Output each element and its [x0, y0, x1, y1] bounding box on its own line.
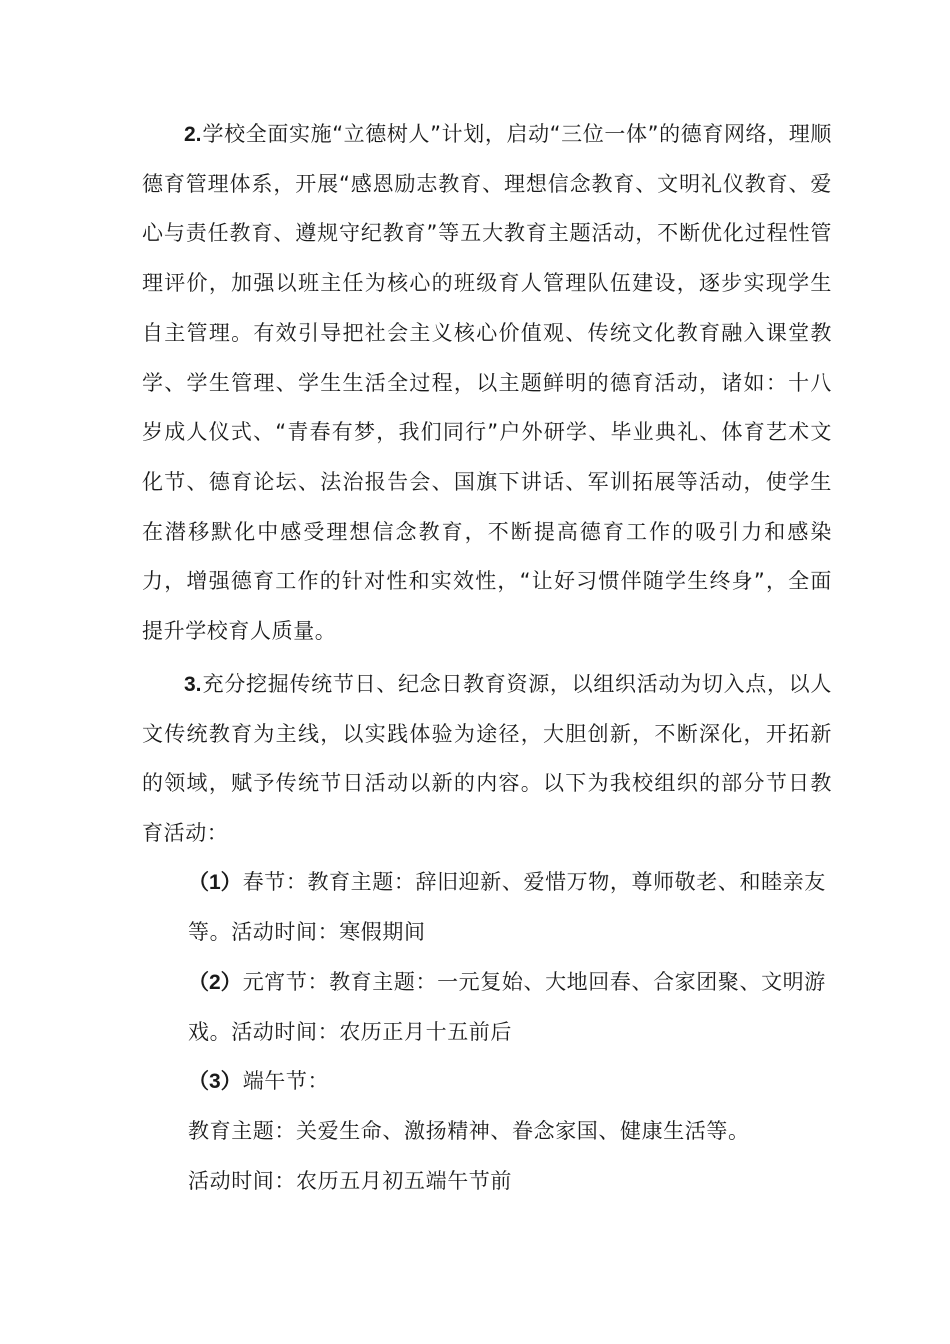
- list-item-spring-festival: [188, 858, 828, 957]
- theme-line: 教育主题：关爱生命、激扬精神、眷念家国、健康生活等。: [188, 1119, 750, 1143]
- item-text: 春节：教育主题：辞旧迎新、爱惜万物，尊师敬老、和睦亲友等。活动时间：寒假期间: [188, 870, 826, 944]
- item-number: （3）: [188, 1070, 242, 1093]
- item-number: （1）: [188, 871, 242, 894]
- list-item-lantern-festival: [188, 958, 828, 1057]
- paragraph-number: 2.: [184, 123, 202, 146]
- paragraph-3: [142, 660, 832, 859]
- item-text: 元宵节：教育主题：一元复始、大地回春、合家团聚、文明游戏。活动时间：农历正月十五前后: [188, 970, 826, 1044]
- paragraph-2: [142, 110, 832, 657]
- paragraph-number: 3.: [184, 673, 202, 696]
- paragraph-text: 充分挖掘传统节日、纪念日教育资源，以组织活动为切入点，以人文传统教育为主线，以实践体验为途径，大胆创新，不断深化，开拓新的领域，赋予传统节日活动以新的内容。以下为我校组织的部分节日教育活动：: [142, 672, 832, 846]
- item-text: 端午节：: [242, 1069, 330, 1093]
- item-number: （2）: [188, 971, 242, 994]
- paragraph-text: 学校全面实施“立德树人”计划，启动“三位一体”的德育网络，理顺德育管理体系，开展“感恩励志教育、理想信念教育、文明礼仪教育、爱心与责任教育、遵规守纪教育”等五大教育主题活动，不断优化过程性管理评价，加强以班主任为核心的班级育人管理队伍建设，逐步实现学生自主管理。有效引导把社会主义核心价值观、传统文化教育融入课堂教学、学生管理、学生生活全过程，以主题鲜明的德育活动，诸如：十八岁成人仪式、“青春有梦，我们同行”户外研学、毕业典礼、体育艺术文化节、德育论坛、法治报告会、国旗下讲话、军训拓展等活动，使学生在潜移默化中感受理想信念教育，不断提高德育工作的吸引力和感染力，增强德育工作的针对性和实效性，“让好习惯伴随学生终身”，全面提升学校育人质量。: [142, 122, 832, 644]
- time-line: 活动时间：农历五月初五端午节前: [188, 1169, 512, 1193]
- list-item-dragon-boat-festival: [188, 1057, 828, 1107]
